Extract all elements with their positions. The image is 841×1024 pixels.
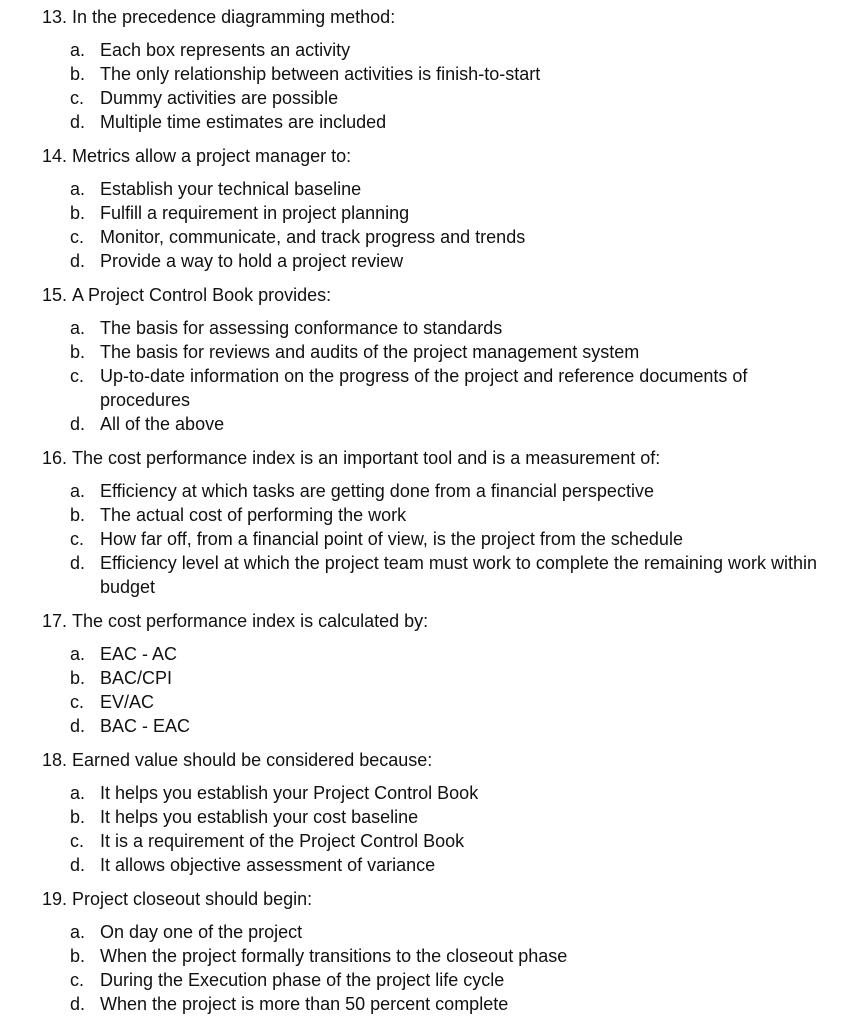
option-letter: a. — [70, 644, 86, 664]
question-number: 14. — [42, 146, 68, 166]
option-text: EAC - AC — [100, 644, 178, 664]
option-letter: d. — [70, 994, 86, 1014]
option-text: When the project formally transitions to the closeout phase — [100, 946, 568, 966]
option-text: BAC - EAC — [100, 716, 191, 736]
question-number: 13. — [42, 7, 68, 27]
option-letter: d. — [70, 251, 86, 271]
question-stem: A Project Control Book provides: — [72, 285, 332, 305]
option-letter: d. — [70, 716, 86, 736]
option-text: Fulfill a requirement in project planning — [100, 203, 410, 223]
option-letter: b. — [70, 807, 86, 827]
option-text: Efficiency level at which the project team must work to complete the remaining work within budget — [100, 553, 817, 597]
option-letter: d. — [70, 112, 86, 132]
option-text: It allows objective assessment of variance — [100, 855, 436, 875]
question-number: 16. — [42, 448, 68, 468]
option-text: BAC/CPI — [100, 668, 173, 688]
option-letter: c. — [70, 529, 85, 549]
option-letter: c. — [70, 227, 85, 247]
question-stem: Project closeout should begin: — [72, 889, 313, 909]
option-text: On day one of the project — [100, 922, 303, 942]
option-text: How far off, from a financial point of view, is the project from the schedule — [100, 529, 683, 549]
option-letter: d. — [70, 553, 86, 573]
option-letter: c. — [70, 970, 85, 990]
option-letter: b. — [70, 668, 86, 688]
option-letter: a. — [70, 179, 86, 199]
question-number: 15. — [42, 285, 68, 305]
option-letter: a. — [70, 481, 86, 501]
question-number: 19. — [42, 889, 68, 909]
question-stem: The cost performance index is an important tool and is a measurement of: — [72, 448, 661, 468]
option-letter: c. — [70, 366, 85, 386]
option-text: The basis for reviews and audits of the project management system — [100, 342, 640, 362]
option-text: It helps you establish your Project Control Book — [100, 783, 479, 803]
option-text: Efficiency at which tasks are getting done from a financial perspective — [100, 481, 654, 501]
option-letter: b. — [70, 64, 86, 84]
option-text: The only relationship between activities is finish-to-start — [100, 64, 541, 84]
option-letter: b. — [70, 505, 86, 525]
option-text: EV/AC — [100, 692, 155, 712]
question-number: 18. — [42, 750, 68, 770]
option-text: Up-to-date information on the progress of the project and reference documents of procedures — [100, 366, 748, 410]
option-text: It helps you establish your cost baseline — [100, 807, 419, 827]
option-text: Provide a way to hold a project review — [100, 251, 404, 271]
option-text: The basis for assessing conformance to standards — [100, 318, 503, 338]
option-letter: c. — [70, 692, 85, 712]
option-text: All of the above — [100, 414, 225, 434]
option-text: Each box represents an activity — [100, 40, 351, 60]
option-letter: c. — [70, 831, 85, 851]
option-letter: d. — [70, 414, 86, 434]
option-letter: a. — [70, 318, 86, 338]
option-letter: c. — [70, 88, 85, 108]
option-letter: b. — [70, 342, 86, 362]
option-letter: a. — [70, 922, 86, 942]
option-text: Dummy activities are possible — [100, 88, 339, 108]
option-letter: b. — [70, 203, 86, 223]
option-letter: a. — [70, 40, 86, 60]
question-stem: In the precedence diagramming method: — [72, 7, 396, 27]
question-stem: The cost performance index is calculated by: — [72, 611, 429, 631]
option-text: During the Execution phase of the project life cycle — [100, 970, 505, 990]
option-text: Multiple time estimates are included — [100, 112, 387, 132]
question-stem: Metrics allow a project manager to: — [72, 146, 352, 166]
option-letter: d. — [70, 855, 86, 875]
option-letter: a. — [70, 783, 86, 803]
option-letter: b. — [70, 946, 86, 966]
question-number: 17. — [42, 611, 68, 631]
option-text: The actual cost of performing the work — [100, 505, 407, 525]
option-text: Monitor, communicate, and track progress and trends — [100, 227, 526, 247]
option-text: When the project is more than 50 percent complete — [100, 994, 509, 1014]
option-text: Establish your technical baseline — [100, 179, 362, 199]
question-stem: Earned value should be considered because: — [72, 750, 433, 770]
option-text: It is a requirement of the Project Control Book — [100, 831, 465, 851]
